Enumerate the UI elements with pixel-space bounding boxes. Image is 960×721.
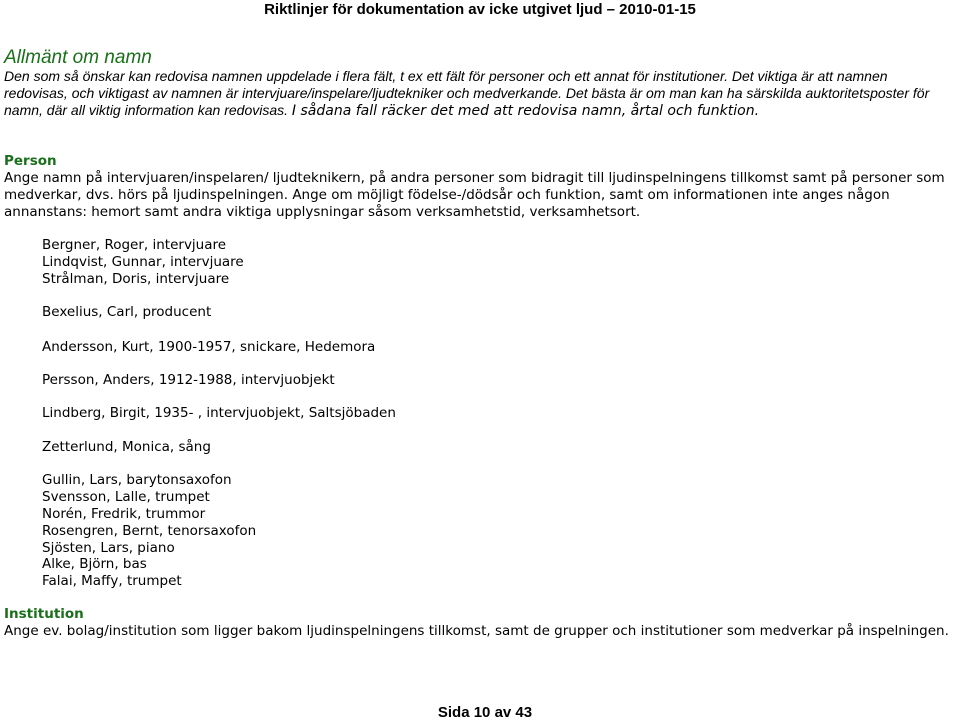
example-item: Sjösten, Lars, piano xyxy=(42,540,175,556)
example-item: Zetterlund, Monica, sång xyxy=(42,439,211,455)
example-item: Gullin, Lars, barytonsaxofon xyxy=(42,472,232,488)
example-item: Andersson, Kurt, 1900-1957, snickare, Hedemora xyxy=(42,339,376,355)
allmant-paragraph xyxy=(4,68,954,120)
example-item: Lindqvist, Gunnar, intervjuare xyxy=(42,254,244,270)
example-item: Persson, Anders, 1912-1988, intervjuobjekt xyxy=(42,372,335,388)
allmant-paragraph-end: I sådana fall räcker det med att redovisa namn, årtal och funktion. xyxy=(291,103,760,119)
section-title-allmant: Allmänt om namn xyxy=(4,47,152,68)
example-item: Bexelius, Carl, producent xyxy=(42,304,212,320)
example-item: Rosengren, Bernt, tenorsaxofon xyxy=(42,523,257,539)
person-paragraph: Ange namn på intervjuaren/inspelaren/ ljudteknikern, på andra personer som bidragit till ljudinspelningens tillkomst samt på personer som medverkar, dvs. hörs på ljudinspelningen. Ange om möjligt födelse-/dödsår och funktion, samt om informationen inte anges någon annanstans: hemort samt andra viktiga upplysningar såsom verksamhetstid, verksamhetsort. xyxy=(4,170,945,220)
person-heading: Person xyxy=(4,153,57,169)
document-header: Riktlinjer för dokumentation av icke utgivet ljud – 2010-01-15 xyxy=(264,1,696,18)
example-item: Falai, Maffy, trumpet xyxy=(42,573,182,589)
example-item: Strålman, Doris, intervjuare xyxy=(42,271,230,287)
example-item: Bergner, Roger, intervjuare xyxy=(42,237,227,253)
example-item: Alke, Björn, bas xyxy=(42,556,147,572)
example-item: Svensson, Lalle, trumpet xyxy=(42,489,210,505)
institution-paragraph: Ange ev. bolag/institution som ligger bakom ljudinspelningens tillkomst, samt de grupper och institutioner som medverkar på inspelningen. xyxy=(4,623,949,639)
page-number: Sida 10 av 43 xyxy=(437,704,533,721)
institution-heading: Institution xyxy=(4,606,84,622)
example-item: Norén, Fredrik, trummor xyxy=(42,506,206,522)
allmant-paragraph-main: Den som så önskar kan redovisa namnen uppdelade i flera fält, t ex ett fält för personer och ett annat för institutioner. Det viktiga är att namnen redovisas, och viktigast av namnen är intervjuare/inspelare/ljudtekniker och medverkande. Det bästa är om man kan ha särskilda auktoritetsposter för namn, där all viktig information kan redovisas. xyxy=(4,68,930,118)
example-item: Lindberg, Birgit, 1935- , intervjuobjekt, Saltsjöbaden xyxy=(42,405,396,421)
